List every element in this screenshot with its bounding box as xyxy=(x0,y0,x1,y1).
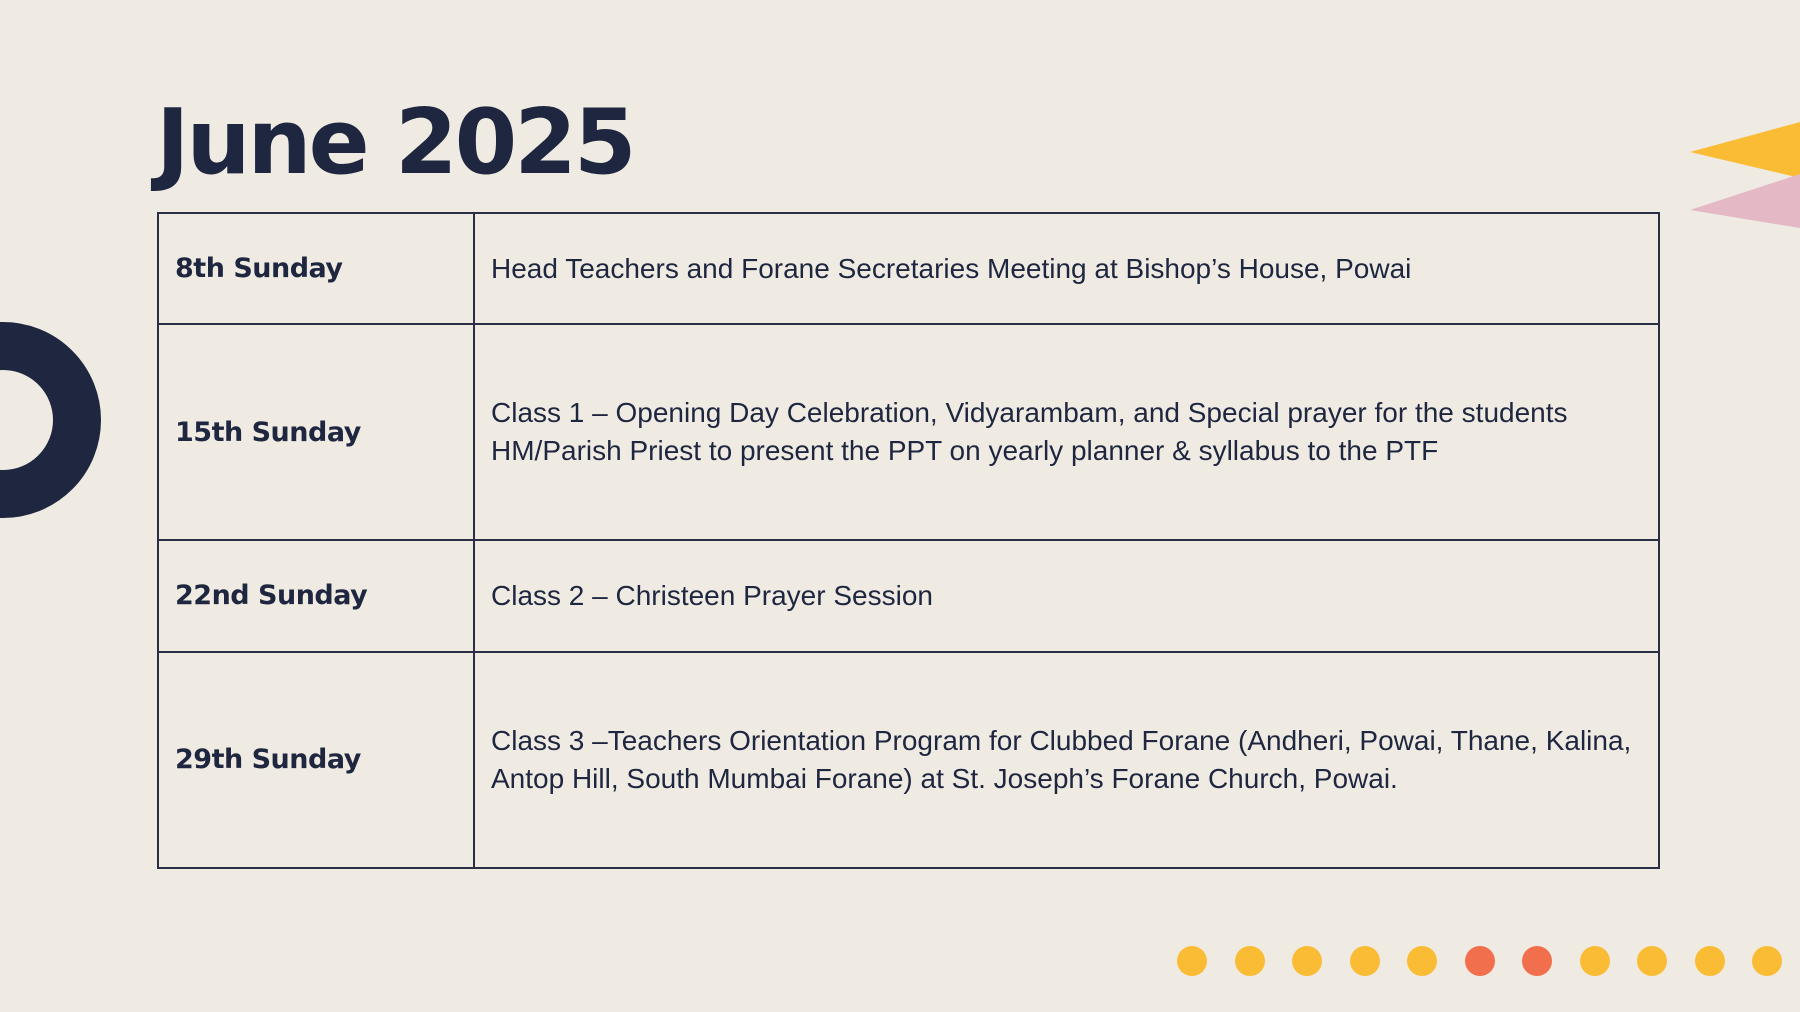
dot-decoration xyxy=(1177,946,1207,976)
dot-decoration xyxy=(1695,946,1725,976)
dot-row-decoration xyxy=(1177,946,1782,976)
row-date: 8th Sunday xyxy=(158,213,474,324)
triangle-decoration xyxy=(1690,118,1800,230)
dot-decoration xyxy=(1465,946,1495,976)
row-date: 22nd Sunday xyxy=(158,540,474,651)
row-date: 29th Sunday xyxy=(158,652,474,869)
dot-decoration xyxy=(1235,946,1265,976)
schedule-row xyxy=(158,652,1659,869)
schedule-row xyxy=(158,324,1659,540)
pink-triangle xyxy=(1690,174,1800,228)
row-date: 15th Sunday xyxy=(158,324,474,540)
schedule-row xyxy=(158,213,1659,324)
ring-decoration xyxy=(0,322,101,518)
schedule-table xyxy=(157,212,1660,869)
dot-decoration xyxy=(1580,946,1610,976)
description-line: Class 1 – Opening Day Celebration, Vidyarambam, and Special prayer for the students xyxy=(491,397,1568,429)
dot-decoration xyxy=(1350,946,1380,976)
page-title: June 2025 xyxy=(156,90,634,195)
yellow-triangle xyxy=(1690,122,1800,178)
description-line: Class 2 – Christeen Prayer Session xyxy=(491,579,933,611)
row-description xyxy=(474,540,1659,651)
dot-decoration xyxy=(1752,946,1782,976)
description-line: HM/Parish Priest to present the PPT on yearly planner & syllabus to the PTF xyxy=(491,435,1439,467)
row-description xyxy=(474,652,1659,869)
dot-decoration xyxy=(1407,946,1437,976)
dot-decoration xyxy=(1637,946,1667,976)
dot-decoration xyxy=(1522,946,1552,976)
row-description xyxy=(474,213,1659,324)
description-line: Antop Hill, South Mumbai Forane) at St. Joseph’s Forane Church, Powai. xyxy=(491,762,1398,794)
description-line: Class 3 –Teachers Orientation Program for Clubbed Forane (Andheri, Powai, Thane, Kalina, xyxy=(491,724,1632,756)
schedule-row xyxy=(158,540,1659,651)
description-line: Head Teachers and Forane Secretaries Meeting at Bishop’s House, Powai xyxy=(491,252,1412,284)
row-description xyxy=(474,324,1659,540)
dot-decoration xyxy=(1292,946,1322,976)
